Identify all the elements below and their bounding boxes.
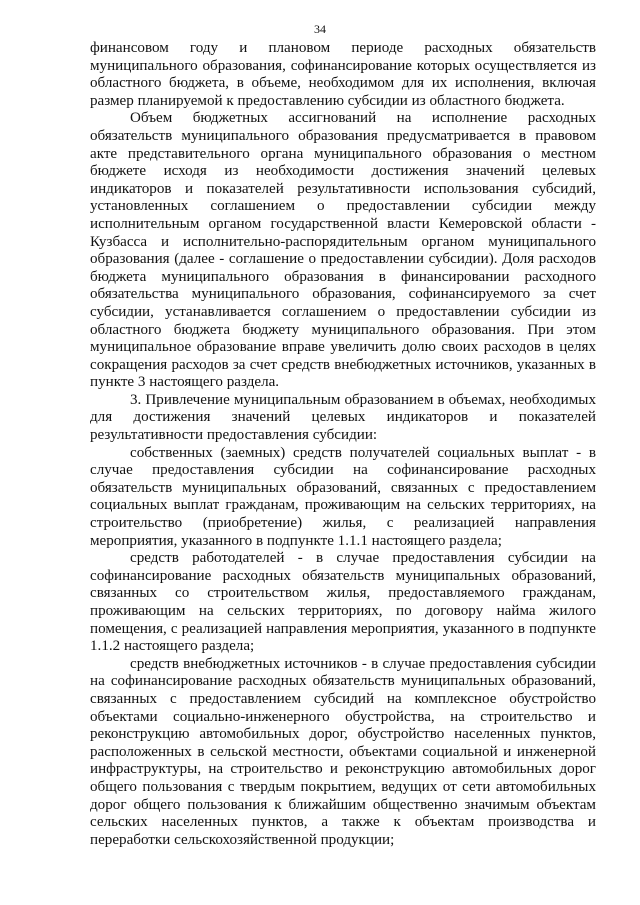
paragraph-recipient-funds: собственных (заемных) средств получателей социальных выплат - в случае предоставления субсидии на софинансирование расходных обязательств муниципальных образований, связанных с предоставлением социальных выплат гражданам, проживающим на сельских территориях, на строительство (приобретение) жилья, с реализацией направления мероприятия, указанного в подпункте 1.1.1 настоящего раздела; [90, 444, 596, 549]
paragraph-employer-funds: средств работодателей - в случае предоставления субсидии на софинансирование расходных обязательств муниципальных образований, связанных со строительством жилья, предоставляемого гражданам, проживающим на сельских территориях, по договору найма жилого помещения, с реализацией направления мероприятия, указанного в подпункте 1.1.2 настоящего раздела; [90, 550, 596, 655]
paragraph-item-3: 3. Привлечение муниципальным образованием в объемах, необходимых для достижения значений целевых индикаторов и показателей результативности предоставления субсидии: [90, 391, 596, 444]
page-number: 34 [314, 22, 326, 36]
document-body [90, 40, 596, 849]
paragraph-budget-allocations: Объем бюджетных ассигнований на исполнение расходных обязательств муниципального образования предусматривается в правовом акте представительного органа муниципального образования о местном бюджете исходя из необходимости достижения значений целевых индикаторов и показателей результативности использования субсидий, установленных соглашением о предоставлении субсидии между исполнительным органом государственной власти Кемеровской области - Кузбасса и исполнительно-распорядительным органом муниципального образования (далее - соглашение о предоставлении субсидии). Доля расходов бюджета муниципального образования в финансировании расходного обязательства муниципального образования, софинансируемого за счет субсидии, устанавливается соглашением о предоставлении субсидии из областного бюджета бюджету муниципального образования. При этом муниципальное образование вправе увеличить долю своих расходов в целях сокращения расходов за счет средств внебюджетных источников, указанных в пункте 3 настоящего раздела. [90, 110, 596, 391]
paragraph-extrabudgetary-funds: средств внебюджетных источников - в случае предоставления субсидии на софинансирование расходных обязательств муниципальных образований, связанных с предоставлением субсидий на комплексное обустройство объектами социально-инженерного обустройства, на строительство и реконструкцию автомобильных дорог, обустройство населенных пунктов, расположенных в сельской местности, объектами социальной и инженерной инфраструктуры, на строительство и реконструкцию автомобильных дорог общего пользования с твердым покрытием, ведущих от сети автомобильных дорог общего пользования к ближайшим общественно значимым объектам сельских населенных пунктов, а также к объектам производства и переработки сельскохозяйственной продукции; [90, 655, 596, 848]
paragraph-continuation: финансовом году и плановом периоде расходных обязательств муниципального образования, софинансирование которых осуществляется из областного бюджета, в объеме, необходимом для их исполнения, включая размер планируемой к предоставлению субсидии из областного бюджета. [90, 40, 596, 109]
